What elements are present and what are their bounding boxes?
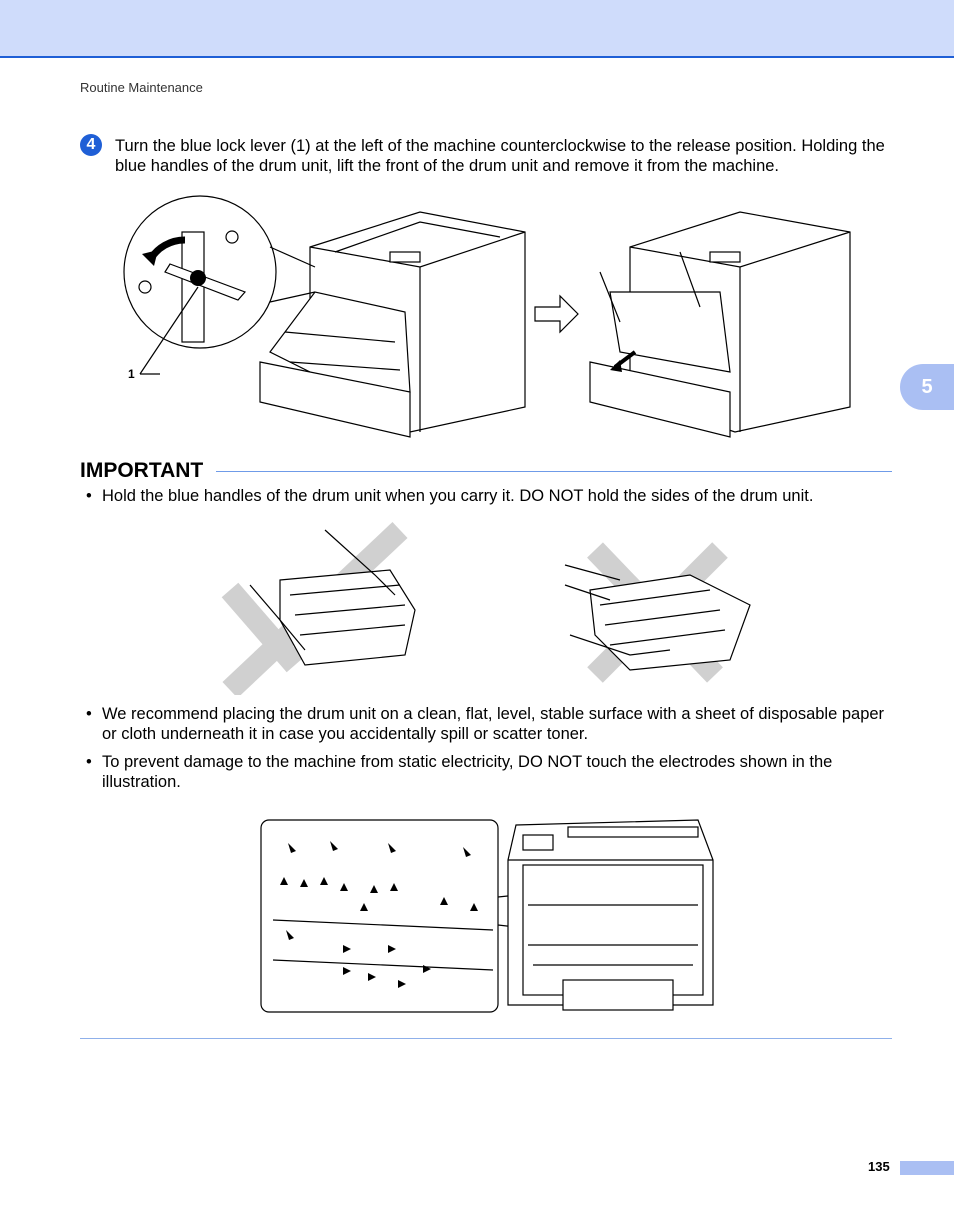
printer-open-illustration [260,212,525,437]
bullet-dot: • [86,487,92,505]
bullet-text: To prevent damage to the machine from static electricity, DO NOT touch the electrodes shown in the illustration. [102,753,833,791]
figure-drum-removal [120,192,860,442]
correct-carry-illustration [230,530,415,690]
important-heading: IMPORTANT [80,459,204,482]
incorrect-carry-illustration [565,550,750,675]
electrodes-detail [261,820,498,1012]
header-band [0,0,954,58]
page-number: 135 [868,1159,890,1174]
bullet-dot: • [86,705,92,723]
page-tab [900,1161,954,1175]
printer-front-open-illustration [508,820,713,1010]
figure-electrodes [258,815,718,1015]
chapter-tab[interactable]: 5 [900,364,954,410]
footer-rule [80,1038,892,1039]
figure-carry-drum [210,520,770,695]
bullet-text: Hold the blue handles of the drum unit when you carry it. DO NOT hold the sides of the drum unit. [102,487,814,505]
step-instruction: Turn the blue lock lever (1) at the left of the machine counterclockwise to the release position. Holding the blue handles of the drum unit, lift the front of the drum unit and remove it from the machine. [115,137,885,175]
important-rule [216,471,892,472]
bullet-dot: • [86,753,92,771]
bullet-text: We recommend placing the drum unit on a clean, flat, level, stable surface with a sheet of disposable paper or cloth underneath it in case you accidentally spill or scatter toner. [102,705,885,743]
step-number-badge: 4 [80,134,102,156]
running-head: Routine Maintenance [80,80,203,95]
printer-removal-illustration [590,212,850,437]
next-arrow-icon [535,296,578,332]
callout-1: 1 [128,367,135,381]
